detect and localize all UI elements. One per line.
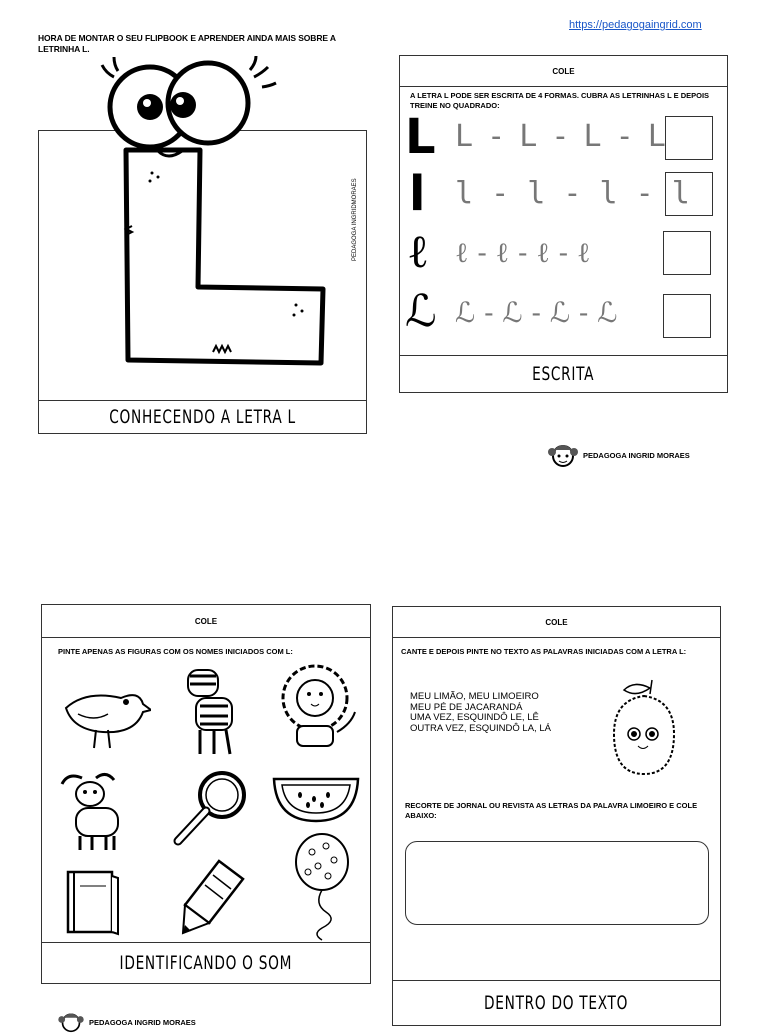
footer-label: CONHECENDO A LETRA L [109,406,296,428]
bird-icon[interactable] [56,680,151,750]
goat-icon[interactable] [52,770,132,855]
magnifier-icon[interactable] [170,765,255,850]
letter-glyph: l [409,166,426,222]
girl-face-icon [56,1011,86,1033]
song-line: MEU PÉ DE JACARANDÁ [410,701,523,713]
practice-box[interactable] [665,116,713,160]
practice-box[interactable] [665,172,713,216]
instruction-text: PINTE APENAS AS FIGURAS COM OS NOMES INICIADOS COM L: [58,647,293,656]
watermelon-icon[interactable] [270,775,362,825]
cole-label: COLE [400,56,727,87]
trace-letters[interactable]: L - L - L - L [455,119,664,154]
song-line: OUTRA VEZ, ESQUINDÔ LA, LÁ [410,722,551,734]
website-link[interactable]: https://pedagogaingrid.com [569,19,702,31]
letter-glyph: ℓ [407,224,430,278]
cole-label: COLE [393,607,720,638]
brand-logo [56,1011,196,1033]
trace-letters[interactable]: ℒ - ℒ - ℒ - ℒ [455,296,618,329]
trace-letters[interactable]: ℓ - ℓ - ℓ - ℓ [455,236,591,269]
letter-glyph: L [405,109,436,165]
footer-label: DENTRO DO TEXTO [484,992,629,1014]
letter-l-character [78,55,338,375]
cole-label: COLE [42,605,370,638]
panel-footer [42,942,370,983]
practice-box[interactable] [663,294,711,338]
intro-text: HORA DE MONTAR O SEU FLIPBOOK E APRENDER AINDA MAIS SOBRE A LETRINHA L. [38,33,336,54]
panel-footer [39,400,366,433]
lion-icon[interactable] [275,662,360,752]
letter-glyph: ℒ [405,286,437,337]
footer-label: IDENTIFICANDO O SOM [119,952,293,974]
practice-box[interactable] [663,231,711,275]
vertical-credit: PEDAGOGA INGRIDMORAES [352,178,358,261]
lemon-icon [608,676,680,778]
song-line: UMA VEZ, ESQUINDÔ LE, LÊ [410,712,539,723]
panel-dentro-do-texto [392,606,721,1026]
book-icon[interactable] [62,866,122,938]
girl-face-icon [546,442,580,468]
pencil-icon[interactable] [175,855,250,935]
zebra-icon[interactable] [176,662,256,758]
footer-label: ESCRITA [532,363,595,385]
panel-footer [393,980,720,1025]
trace-letters[interactable]: l - l - l - l [455,176,690,211]
instruction-text: CANTE E DEPOIS PINTE NO TEXTO AS PALAVRAS INICIADAS COM A LETRA L: [401,647,687,656]
balloon-icon[interactable] [290,832,355,942]
instruction-text: A LETRA L PODE SER ESCRITA DE 4 FORMAS. CUBRA AS LETRINHAS L E DEPOIS TREINE NO QUADRADO: [410,91,710,110]
panel-escrita [399,55,728,393]
brand-name: PEDAGOGA INGRID MORAES [89,1017,196,1027]
song-lyrics [410,692,551,734]
panel-footer [400,355,727,392]
paste-box[interactable] [405,841,709,925]
instruction-text-2: RECORTE DE JORNAL OU REVISTA AS LETRAS DA PALAVRA LIMOEIRO E COLE ABAIXO: [405,801,698,820]
brand-logo [546,442,690,468]
song-line: MEU LIMÃO, MEU LIMOEIRO [410,691,539,702]
brand-name: PEDAGOGA INGRID MORAES [583,450,690,460]
